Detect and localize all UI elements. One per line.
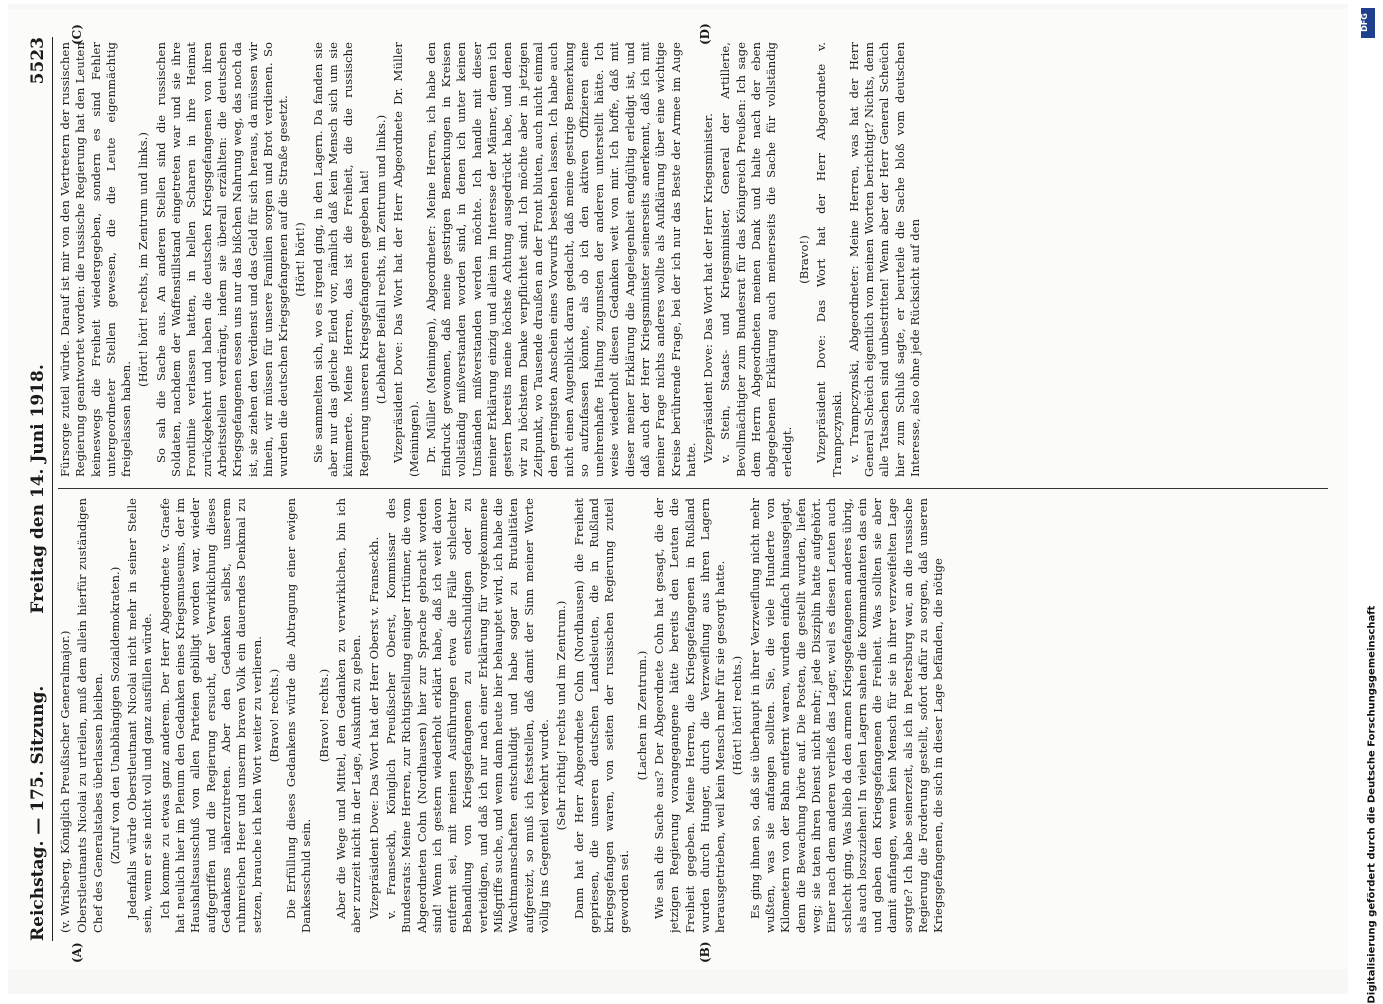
paragraph: (Hört! hört! rechts.) <box>730 655 745 776</box>
margin-marker-d: (D) <box>698 23 712 45</box>
margin-marker-a: (A) <box>70 942 84 963</box>
paragraph: Es ging ihnen so, daß sie überhaupt in ihrer Verzweiflung nicht mehr wußten, was sie anfangen sollten. Sie, die viele Hunderte von Kilometern von der Bahn entfernt waren, wurden einfach hinausgejagt, denn die Bewachung hörte auf. Die Posten, die gestellt wurden, liefen weg; sie taten ihren Dienst nicht mehr; jede Disziplin hatte aufgehört. Einer nach dem anderen verließ das Lager, weil es diesen Leuten auch schlecht ging. Was blieb da den armen Kriegsgefangenen anderes übrig, als auch loszuziehen! In vielen Lagern sahen die Kommandanten das ein und gaben den Kriegsgefangenen die Freiheit. Was sollten sie aber damit anfangen, wenn kein Mensch für sie in ihrer verzweifelten Lage sorgte? Ich habe seinerzeit, als ich in Petersburg war, an die russische Regierung die Forderung gestellt, sofort dafür zu sorgen, daß unseren Kriegsgefangenen, die sich in dieser Lage befänden, die nötige <box>747 498 946 933</box>
scanned-sheet <box>8 4 1348 994</box>
paragraph: Dann hat der Herr Abgeordnete Cohn (Nordhausen) die Freiheit gepriesen, die unseren deutschen Landsleuten, die in Rußland kriegsgefangen waren, von seiten der russischen Regierung zuteil geworden sei. <box>571 498 632 933</box>
margin-marker-c: (C) <box>70 24 84 45</box>
paragraph: (Lachen im Zentrum.) <box>634 650 649 781</box>
paragraph: (Hört! hört! rechts, im Zentrum und links.) <box>136 132 151 387</box>
rotated-page <box>8 9 1348 969</box>
paragraph: Die Erfüllung dieses Gedankens würde die Abtragung einer ewigen Dankesschuld sein. <box>284 498 314 933</box>
column-divider <box>58 488 1328 489</box>
margin-marker-b: (B) <box>698 941 712 963</box>
paragraph: (Hört! hört!) <box>293 222 308 297</box>
paragraph: (Sehr richtig! rechts und im Zentrum.) <box>554 600 569 831</box>
paragraph: Jedenfalls würde Oberstleutnant Nicolai nicht mehr in seiner Stelle sein, wenn er sie nicht voll und ganz ausfüllen würde. <box>125 498 155 933</box>
page-header <box>26 37 53 941</box>
paragraph: v. Franseckh, Königlich Preußischer Oberst, Kommissar des Bundesrats: Meine Herren, zur Richtigstellung einiger Irrtümer, die vom Abgeordneten Cohn (Nordhausen) hier zur Sprache gebracht worden sind! Wenn ich gestern wiederholt erklärt habe, daß ich weit davon entfernt sei, mit meinen Ausführungen etwa die Fälle schlechter Behandlung von Kriegsgefangenen zu entschuldigen oder zu verteidigen, und daß ich nur nach einer Erklärung für vorgekommene Mißgriffe suche, und wenn dann heute hier behauptet wird, ich habe die Wachtmannschaften entschuldigt und habe sogar zu Brutalitäten aufgereizt, so muß ich feststellen, daß damit der Sinn meiner Worte völlig ins Gegenteil verkehrt wurde. <box>383 498 551 933</box>
paragraph: (Zuruf von den Unabhängigen Sozialdemokraten.) <box>107 566 122 865</box>
paragraph: Aber die Wege und Mittel, den Gedanken zu verwirklichen, bin ich aber zurzeit nicht in der Lage, Auskunft zu geben. <box>334 498 364 933</box>
paragraph: Fürsorge zuteil würde. Darauf ist mir von den Vertretern der russischen Regierung geantwortet worden: die russische Regierung hat den Leuten keineswegs die Freiheit wiedergegeben, sondern es sind Fehler untergeordneter Stellen gewesen, die die Leute eigenmächtig freigelassen haben. <box>58 42 134 477</box>
paragraph: Sie sammelten sich, wo es irgend ging, in den Lagern. Da fanden sie aber nur das gleiche Elend vor, nämlich daß kein Mensch sich um sie kümmerte. Meine Herren, das ist die Freiheit, die die russische Regierung unseren Kriegsgefangenen gegeben hat! <box>310 42 371 477</box>
header-date: Freitag den 14. Juni 1918. <box>28 364 48 614</box>
left-text-column <box>58 498 1328 933</box>
watermark-text: Digitalisierung gefördert durch die Deutsche Forschungsgemeinschaft <box>1366 605 1378 1004</box>
paragraph: (Bravo! rechts.) <box>266 668 281 763</box>
watermark <box>1352 8 1378 1004</box>
paragraph: (v. Wrisberg, Königlich Preußischer Generalmajor.) <box>58 630 72 933</box>
paragraph: Dr. Müller (Meiningen), Abgeordneter: Meine Herren, ich habe den Eindruck gewonnen, daß meine gestrigen Bemerkungen in Kreisen vollständig mißverstanden worden sind, in denen ich unter keinen Umständen mißverstanden werden möchte. Ich handle mit dieser meiner Erklärung einzig und allein im Interesse der Männer, denen ich gestern bereits meine höchste Achtung ausgedrückt habe, und denen wir zu höchstem Danke verpflichtet sind. Ich möchte aber in jetzigen Zeitpunkt, wo Tausende draußen an der Front bluten, auch nicht einmal den geringsten Anschein eines Vorwurfs bestehen lassen. Ich habe auch nicht einen Augenblick daran gedacht, daß meine gestrige Bemerkung so aufzufassen könnte, als ob ich den aktiven Offizieren eine unehrenhafte Haltung zugunsten der anderen unterstellt hätte. Ich weise wiederholt diesen Gedanken weit von mir. Ich hoffe, daß mit dieser meiner Erklärung die Angelegenheit endgültig erledigt ist, und daß auch der Herr Kriegsminister seinerseits anerkennt, daß ich mit meiner Frage nichts anderes wollte als Aufklärung über eine wichtige Kreise berührende Frage, bei der ich nur das Beste der Armee im Auge hatte. <box>423 42 698 477</box>
paragraph: So sah die Sache aus. An anderen Stellen sind die russischen Soldaten, nachdem der Waffenstillstand eingetreten war und sie ihre Frontlinie verlassen hatten, in hellen Scharen in ihre Heimat zurückgekehrt und haben die deutschen Kriegsgefangenen von ihren Arbeitsstellen verdrängt, indem sie überall erzählten: die deutschen Kriegsgefangenen essen uns nur das bißchen Nahrung weg, das noch da ist, sie ziehen den Verdienst und das Geld für sich heraus, da müssen wir hinein, wir müssen für unsere Familien sorgen und Brot verdienen. So wurden die deutschen Kriegsgefangenen auf die Straße gesetzt. <box>153 42 291 477</box>
paragraph: Vizepräsident Dove: Das Wort hat der Herr Oberst v. Franseckh. <box>366 536 381 919</box>
paragraph: (Bravo!) <box>796 235 811 284</box>
paragraph: (Lebhafter Beifall rechts, im Zentrum und links.) <box>373 114 388 405</box>
paragraph: Oberstleutnants Nicolai zu urteilen, muß dem allein hierfür zuständigen Chef des Generalstabes überlassen bleiben. <box>75 498 105 933</box>
dfg-logo: DFG <box>1361 8 1375 38</box>
right-text-column <box>58 42 1328 477</box>
paragraph: v. Trampczynski, Abgeordneter: Meine Herren, was hat der Herr General Scheüch eigentlich von meinen Worten berichtigt? Nichts, denn alle Tatsachen sind unbestritten! Wenn aber der Herr General Scheüch hier zum Schluß sagte, er beurteile die Sache bloß vom deutschen Interesse, also ohne jede Rücksicht auf den <box>846 42 923 477</box>
paragraph: Wie sah die Sache aus? Der Abgeordnete Cohn hat gesagt, die der jetzigen Regierung vorangegangene hätte bereits den Leuten die Freiheit gegeben. Meine Herren, die Kriegsgefangenen in Rußland wurden durch Hunger, durch die Verzweiflung aus ihren Lagern herausgetrieben, weil kein Mensch mehr für sie gesorgt hatte. <box>651 498 728 933</box>
paragraph: Vizepräsident Dove: Das Wort hat der Herr Abgeordnete Dr. Müller (Meiningen). <box>391 42 421 477</box>
header-session: Reichstag. — 175. Sitzung. <box>28 685 48 941</box>
paragraph: Ich komme zu etwas ganz anderem. Der Herr Abgeordnete v. Graefe hat neulich hier im Plenum den Gedanken eines Kriegsmuseums, der im Haushaltsausschuß von allen Parteien gebilligt worden war, wieder aufgegriffen und die Regierung ersucht, der Verwirklichung dieses Gedankens näherzutreten. Aber den Gedanken selbst, unserem ruhmreichen Heer und unserm braven Volk ein dauerndes Denkmal zu setzen, brauche ich kein Wort weiter zu verlieren. <box>157 498 264 933</box>
paragraph: (Bravo! rechts.) <box>316 668 331 763</box>
paragraph: Vizepräsident Dove: Das Wort hat der Herr Abgeordnete v. Trampczynski. <box>814 42 844 477</box>
paragraph: Vizepräsident Dove: Das Wort hat der Herr Kriegsminister. <box>701 113 716 463</box>
header-page-number: 5523 <box>28 37 48 85</box>
paragraph: v. Stein, Staats- und Kriegsminister, General der Artillerie, Bevollmächtigter zum Bundesrat für das Königreich Preußen: Ich sage dem Herrn Abgeordneten meinen Dank und halte nach der eben abgegebenen Erklärung auch meinerseits die Sache für vollständig erledigt. <box>718 42 794 477</box>
